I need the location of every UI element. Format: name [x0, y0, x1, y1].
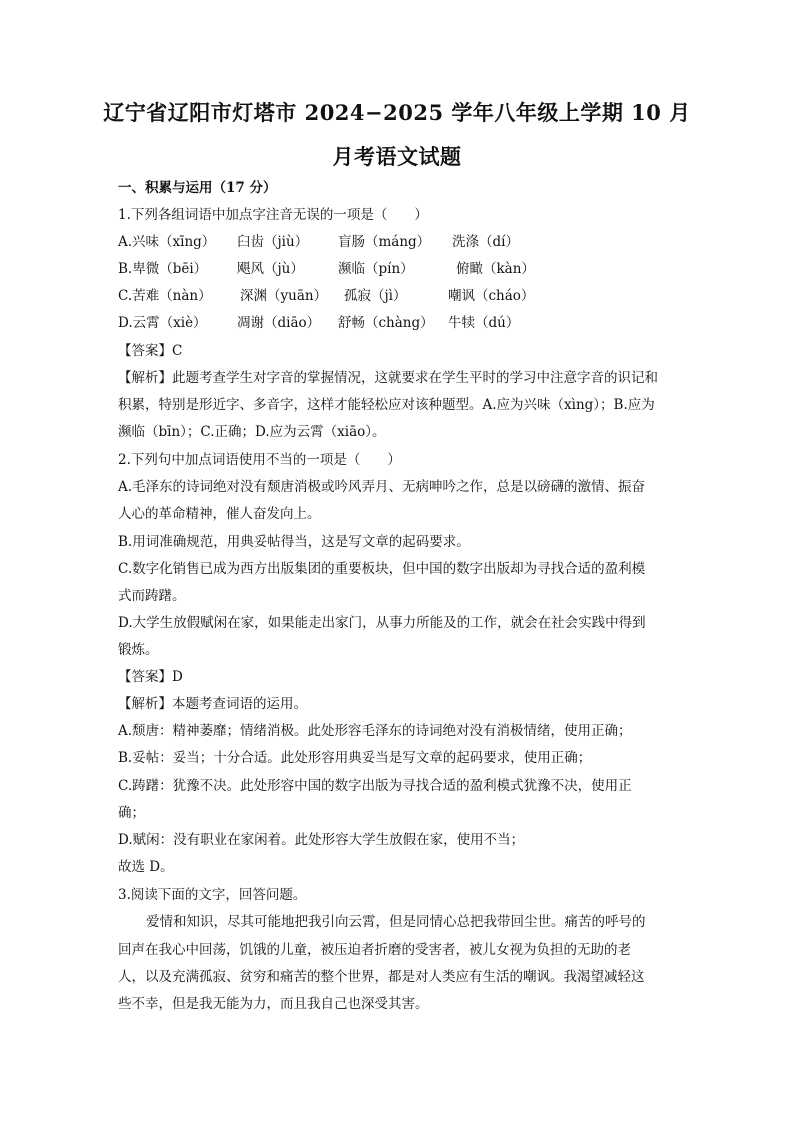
question-2-option-line: C.数字化销售已成为西方出版集团的重要板块，但中国的数字出版却为寻找合适的盈利模 [118, 561, 646, 577]
question-2-option-line: B.用词准确规范，用典妥帖得当，这是写文章的起码要求。 [118, 534, 470, 550]
question-2-analysis-line: D.赋闲：没有职业在家闲着。此处形容大学生放假在家，使用不当； [118, 832, 525, 848]
question-1-stem: 1.下列各组词语中加点字注音无误的一项是（ ） [118, 207, 428, 223]
question-2-analysis-line: 确； [118, 805, 145, 821]
option-word: 洗涤（dí） [452, 234, 519, 250]
option-word: 嘲讽（cháo） [448, 288, 535, 304]
question-2-analysis-line: A.颓唐：精神萎靡；情绪消极。此处形容毛泽东的诗词绝对没有消极情绪，使用正确； [118, 723, 632, 739]
option-word: 盲肠（máng） [338, 234, 431, 250]
option-word: 濒临（pín） [338, 261, 414, 277]
question-2-option-line: A.毛泽东的诗词绝对没有颓唐消极或吟风弄月、无病呻吟之作，总是以磅礴的激情、振奋 [118, 479, 646, 495]
question-2-analysis-line: 【解析】本题考查词语的运用。 [118, 696, 307, 712]
question-3-passage-line: 爱情和知识，尽其可能地把我引向云霄，但是同情心总把我带回尘世。痛苦的呼号的 [146, 914, 646, 930]
question-2-option-line: 锻炼。 [118, 642, 159, 658]
document-title-line-2: 月考语文试题 [332, 144, 462, 169]
option-word: 臼齿（jiù） [237, 234, 309, 250]
option-word: 舒畅（chàng） [338, 315, 434, 331]
option-word: D.云霄（xiè） [118, 315, 207, 331]
option-word: 凋谢（diāo） [237, 315, 321, 331]
question-1-analysis-line: 濒临（bīn）；C.正确；D.应为云霄（xiāo）。 [118, 424, 386, 440]
document-title-line-1: 辽宁省辽阳市灯塔市 2024−2025 学年八年级上学期 10 月 [103, 100, 691, 125]
question-2-stem: 2.下列句中加点词语使用不当的一项是（ ） [118, 452, 401, 468]
option-word: 俯瞰（kàn） [456, 261, 535, 277]
option-word: A.兴味（xīng） [118, 234, 216, 250]
question-2-analysis-line: B.妥帖：妥当；十分合适。此处形容用典妥当是写文章的起码要求，使用正确； [118, 750, 592, 766]
question-1-analysis-line: 【解析】此题考查学生对字音的掌握情况，这就要求在学生平时的学习中注意字音的识记和 [118, 370, 658, 386]
question-2-option-line: 式而踌躇。 [118, 588, 186, 604]
question-2-analysis-line: C.踌躇：犹豫不决。此处形容中国的数字出版为寻找合适的盈利模式犹豫不决，使用正 [118, 778, 632, 794]
question-2-analysis-line: 故选 D。 [118, 859, 174, 875]
question-3-passage-line: 回声在我心中回荡，饥饿的儿童，被压迫者折磨的受害者，被儿女视为负担的无助的老 [118, 942, 631, 958]
option-word: 孤寂（jì） [344, 288, 407, 304]
option-word: B.卑微（bēi） [118, 261, 208, 277]
question-2-option-line: D.大学生放假赋闲在家，如果能走出家门，从事力所能及的工作，就会在社会实践中得到 [118, 615, 646, 631]
option-word: 深渊（yuān） [240, 288, 328, 304]
question-2-option-line: 人心的革命精神，催人奋发向上。 [118, 506, 321, 522]
section-heading: 一、积累与运用（17 分） [118, 180, 277, 196]
option-word: C.苦难（nàn） [118, 288, 212, 304]
option-word: 飓风（jù） [237, 261, 304, 277]
question-1-analysis-line: 积累，特别是形近字、多音字，这样才能轻松应对该种题型。A.应为兴味（xìng）；B.应为 [118, 397, 655, 413]
question-1-answer: 【答案】C [118, 343, 183, 359]
option-word: 牛犊（dú） [448, 315, 520, 331]
question-3-stem: 3.阅读下面的文字，回答问题。 [118, 887, 307, 903]
question-3-passage-line: 人，以及充满孤寂、贫穷和痛苦的整个世界，都是对人类应有生活的嘲讽。我渴望减轻这 [118, 969, 645, 985]
question-2-answer: 【答案】D [118, 669, 183, 685]
question-3-passage-line: 些不幸，但是我无能为力，而且我自己也深受其害。 [118, 996, 429, 1012]
